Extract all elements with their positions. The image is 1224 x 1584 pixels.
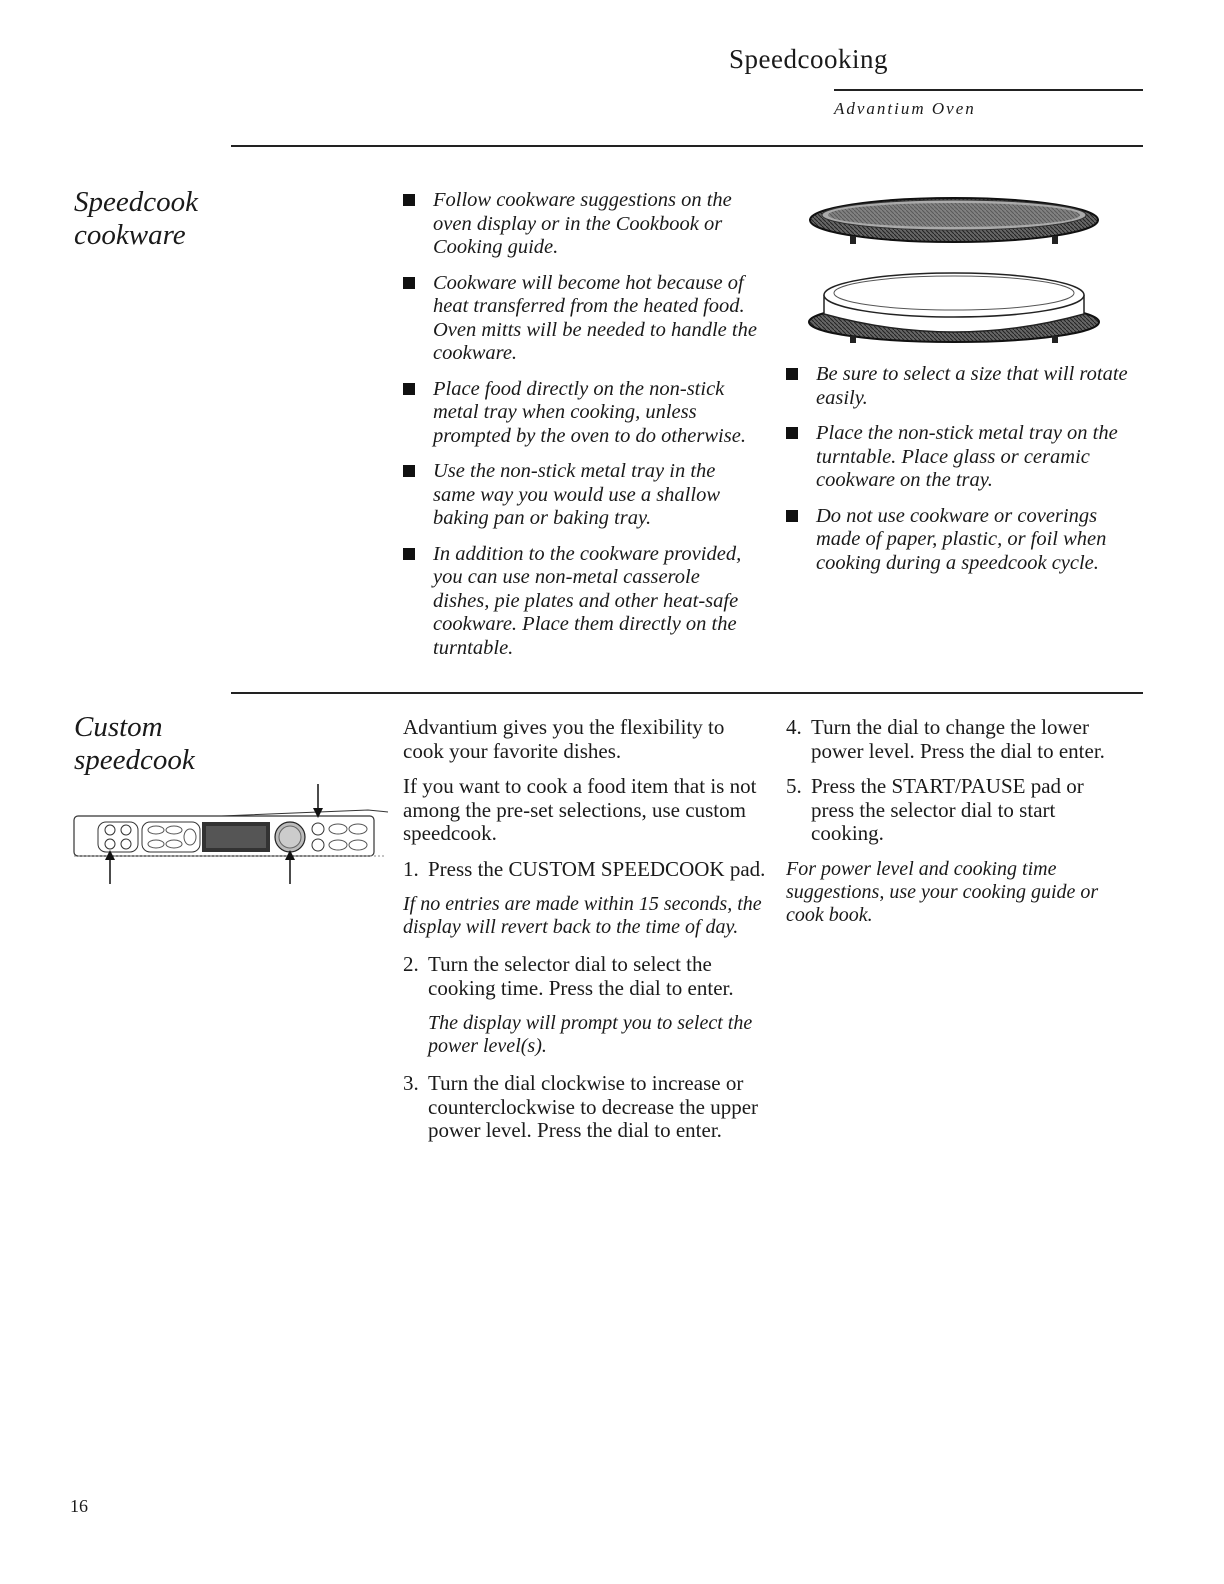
list-item	[403, 189, 758, 260]
title-rule	[834, 89, 1143, 91]
step-text: Press the CUSTOM SPEEDCOOK pad.	[428, 856, 766, 881]
page-subtitle: Advantium Oven	[834, 99, 976, 118]
step-note: If no entries are made within 15 seconds, the display will revert back to the time of day.	[403, 893, 762, 938]
bullet-square-icon	[403, 548, 415, 560]
step-number: 2.	[403, 952, 419, 976]
intro-paragraph: Advantium gives you the flexibility to cook your favorite dishes.	[403, 715, 725, 763]
list-item	[403, 543, 758, 661]
step-note: The display will prompt you to select the power level(s).	[428, 1012, 753, 1057]
step-item	[403, 1072, 768, 1143]
step-number: 4.	[786, 715, 802, 739]
section-heading-speedcook-cookware	[74, 186, 198, 252]
bullet-text: Place food directly on the non-stick metal tray when cooking, unless prompted by the oven to do otherwise.	[433, 377, 746, 447]
list-item	[786, 505, 1146, 576]
arrow-icon	[313, 784, 323, 818]
bullet-text: Cookware will become hot because of heat transferred from the heated food. Oven mitts will be needed to handle the cookware.	[433, 271, 757, 364]
bullet-square-icon	[786, 368, 798, 380]
non-stick-metal-tray-icon	[806, 190, 1104, 350]
heading-line: Speedcook	[74, 186, 198, 218]
bullet-text: Do not use cookware or coverings made of paper, plastic, or foil when cooking during a speedcook cycle.	[816, 504, 1107, 574]
bullet-text: Follow cookware suggestions on the oven display or in the Cookbook or Cooking guide.	[433, 189, 732, 258]
page-number: 16	[70, 1496, 88, 1516]
step-text: Turn the selector dial to select the cooking time. Press the dial to enter.	[428, 952, 734, 1000]
step-text: Turn the dial clockwise to increase or counterclockwise to decrease the upper power level. Press the dial to enter.	[428, 1071, 759, 1142]
bullet-square-icon	[403, 465, 415, 477]
step-number: 5.	[786, 774, 802, 798]
list-item	[403, 272, 758, 366]
section-divider	[231, 145, 1143, 147]
bullet-text: Use the non-stick metal tray in the same way you would use a shallow baking pan or baking tray.	[433, 460, 720, 529]
step-text: Turn the dial to change the lower power level. Press the dial to enter.	[811, 715, 1105, 763]
list-item	[786, 422, 1146, 493]
heading-line: speedcook	[74, 744, 195, 776]
bullet-square-icon	[786, 510, 798, 522]
intro-paragraph: If you want to cook a food item that is not among the pre-set selections, use custom speedcook.	[403, 774, 757, 845]
step-number: 1.	[403, 856, 419, 881]
step-text: Press the START/PAUSE pad or press the selector dial to start cooking.	[811, 774, 1084, 845]
control-panel-icon	[68, 782, 390, 888]
heading-line: cookware	[74, 219, 186, 251]
custom-speedcook-column-right	[786, 716, 1116, 941]
bullet-text: Be sure to select a size that will rotate easily.	[816, 363, 1128, 409]
list-item	[786, 363, 1146, 410]
page-title: Speedcooking	[729, 44, 888, 74]
heading-line: Custom	[74, 711, 163, 743]
bullet-text: In addition to the cookware provided, you can use non-metal casserole dishes, pie plates and other heat-safe cookware. Place them directly on the turntable.	[433, 542, 742, 659]
section-divider	[231, 692, 1143, 694]
cookware-bullets-left	[403, 189, 758, 672]
section-heading-custom-speedcook	[74, 711, 195, 777]
cookware-bullets-right	[786, 363, 1146, 587]
step-item	[403, 858, 768, 882]
custom-speedcook-column-left	[403, 716, 768, 1155]
bullet-square-icon	[786, 427, 798, 439]
list-item	[403, 460, 758, 531]
step-number: 3.	[403, 1071, 419, 1095]
bullet-square-icon	[403, 383, 415, 395]
closing-note: For power level and cooking time suggestions, use your cooking guide or cook book.	[786, 857, 1099, 926]
step-item	[786, 716, 1116, 763]
step-item	[786, 775, 1116, 846]
bullet-square-icon	[403, 277, 415, 289]
bullet-square-icon	[403, 194, 415, 206]
step-item	[403, 953, 768, 1000]
bullet-text: Place the non-stick metal tray on the turntable. Place glass or ceramic cookware on the tray.	[816, 422, 1118, 491]
list-item	[403, 378, 758, 449]
